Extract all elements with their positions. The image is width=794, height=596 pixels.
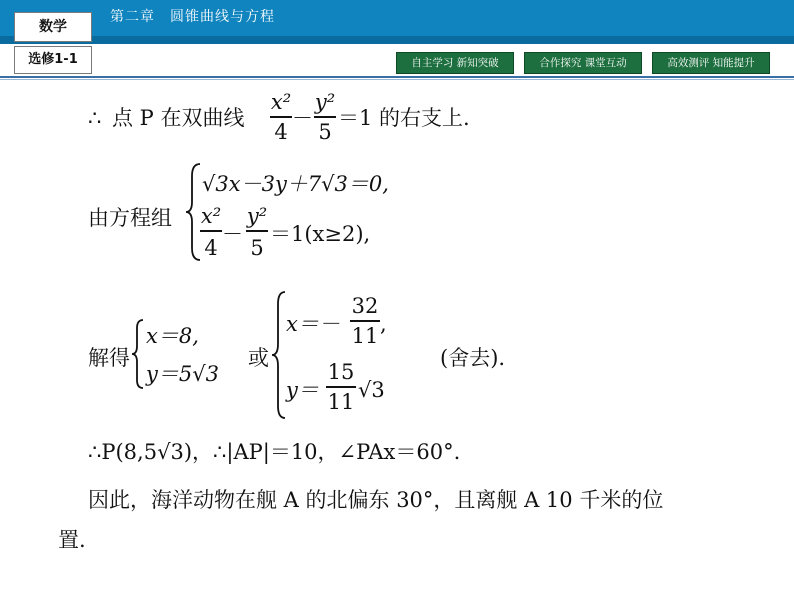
line7-conclusion-end: 置.	[58, 528, 86, 552]
nav-button-self-study[interactable]: 自主学习 新知突破	[396, 52, 514, 74]
fraction-numerator: x²	[200, 204, 222, 228]
comma: ,	[380, 312, 387, 336]
nav-button-cooperative-inquiry[interactable]: 合作探究 课堂互动	[524, 52, 642, 74]
discard-note: (舍去).	[440, 346, 506, 370]
header-rule	[0, 76, 794, 78]
sqrt-three: √3	[358, 378, 385, 402]
fraction-numerator: y²	[246, 204, 268, 228]
or-word: 或	[248, 346, 269, 370]
line1-text: 点 P 在双曲线	[112, 106, 245, 130]
nav-button-assessment[interactable]: 高效测评 知能提升	[652, 52, 770, 74]
therefore-symbol: ∴	[88, 106, 102, 130]
left-brace	[130, 318, 146, 390]
fraction-denominator: 5	[318, 120, 332, 144]
line6-conclusion: 因此，海洋动物在舰 A 的北偏东 30°，且离舰 A 10 千米的位	[88, 488, 664, 512]
fraction-denominator: 5	[250, 236, 264, 260]
solution2-eq1-lhs: x＝－	[286, 312, 340, 336]
fraction-denominator: 11	[351, 324, 379, 348]
solution-label: 解得	[88, 346, 130, 370]
system-equation-1: √3x－3y＋7√3＝0,	[202, 172, 389, 196]
subject-label: 数学	[14, 12, 92, 42]
system-label: 由方程组	[88, 206, 172, 230]
solution2-eq2-lhs: y＝	[286, 378, 319, 402]
elective-label: 选修1-1	[14, 46, 92, 74]
solution1-eq2: y＝5√3	[146, 362, 219, 386]
minus-sign: －	[222, 222, 243, 246]
system-equation-2-rest: ＝1(x≥2),	[270, 222, 371, 246]
fraction-numerator: 32	[351, 294, 379, 318]
chapter-title: 第二章 圆锥曲线与方程	[110, 9, 275, 25]
line1-equation-rest: ＝1 的右支上.	[338, 106, 470, 130]
fraction-numerator: 15	[327, 360, 355, 384]
line5-result: ∴P(8,5√3)，∴|AP|＝10，∠PAx＝60°.	[88, 440, 461, 464]
solution1-eq1: x＝8,	[146, 324, 199, 348]
minus-sign: －	[292, 106, 313, 130]
fraction-numerator: y²	[314, 90, 336, 114]
fraction-denominator: 11	[327, 390, 355, 414]
fraction-denominator: 4	[274, 120, 288, 144]
fraction-denominator: 4	[204, 236, 218, 260]
fraction-numerator: x²	[270, 90, 292, 114]
